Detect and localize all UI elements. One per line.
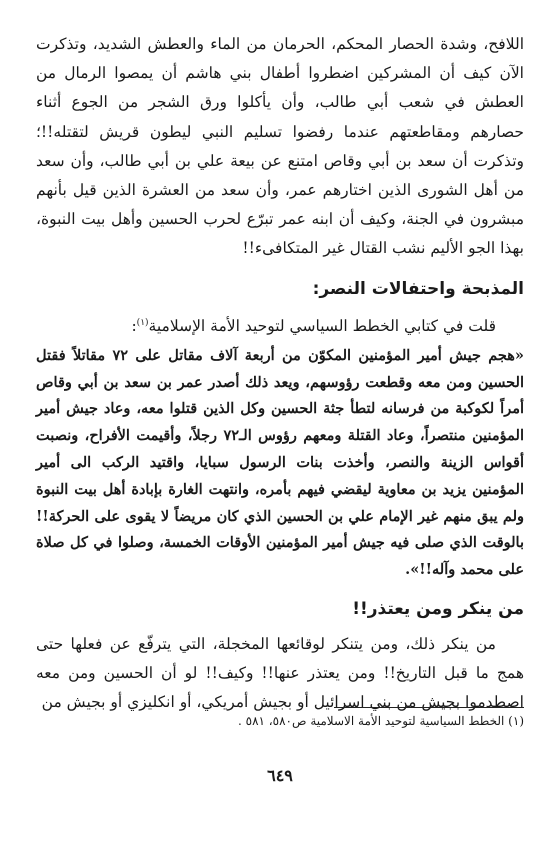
block-quote: «هجم جيش أمير المؤمنين المكوّن من أربعة آلاف مقاتل على ٧٢ مقاتلاً فقتل الحسين ومن معه وقطعت رؤوسهم، ويعد ذلك أصدر عمر بن سعد بن أبي وقاص أمراً لكوكبة من فرسانه لتطأ جثة الحسين وكل الذين قتلوا معه، وعاد جيش أمير المؤمنين منتصراً، وعاد القتلة ومعهم رؤوس الـ٧٢ رجلاً، وأقيمت الأفراح، ونصبت أقواس الزينة والنصر، وأخذت بنات الرسول سبايا، واقتيد الركب الى أمير المؤمنين يزيد بن معاوية ليقضي فيهم بأمره، وانتهت الغارة بإبادة أهل بيت النبوة ولم يبق منهم غير الإمام علي بن الحسين الذي كان مريضاً لا يقوى على الحركة!! بالوقت الذي صلى فيه جيش أمير المؤمنين الأوقات الخمسة، وصلوا في كل صلاة على محمد وآله!!». bbox=[36, 346, 524, 579]
footnote-divider bbox=[334, 707, 524, 708]
footnote-ref[interactable]: (١) bbox=[136, 317, 149, 328]
quote-intro-text: قلت في كتابي الخطط السياسي لتوحيد الأمة الإسلامية bbox=[148, 316, 496, 335]
page-number: ٦٤٩ bbox=[267, 766, 293, 785]
page-body bbox=[36, 30, 524, 718]
footnote: (١) الخطط السياسية لتوحيد الأمة الاسلامية ص٥٨٠، ٥٨١ . bbox=[237, 714, 524, 728]
section-heading-denial: من ينكر ومن يعتذر!! bbox=[352, 598, 524, 619]
section-heading-massacre: المذبحة واحتفالات النصر: bbox=[312, 278, 524, 299]
paragraph-1: اللافح، وشدة الحصار المحكم، الحرمان من الماء والعطش الشديد، وتذكرت الآن كيف أن المشركين اضطروا أطفال بني هاشم أن يمصوا الرمال من العطش في شعب أبي طالب، وأن يأكلوا ورق الشجر من الجوع أثناء حصارهم ومقاطعتهم عندما رفضوا تسليم النبي ليطون قريش لتقتله!!؛ وتذكرت أن سعد بن أبي وقاص امتنع عن بيعة علي بن أبي طالب، وأن سعد من أهل الشورى الذين اختارهم عمر، وأن سعد من العشرة الذين قيل بأنهم مبشرون في الجنة، وكيف أن ابنه عمر تبرّع لحرب الحسين وأهل بيت النبوة، بهذا الجو الأليم نشب القتال غير المتكافىء!! bbox=[36, 35, 524, 258]
quote-intro: قلت في كتابي الخطط السياسي لتوحيد الأمة الإسلامية$^{(١)}$: bbox=[131, 316, 496, 335]
paragraph-2: من ينكر ذلك، ومن يتنكر لوقائعها المخجلة، التي يترفّع عن فعلها حتى همج ما قبل التاريخ!! ومن يعتذر عنها!! وكيف!! لو أن الحسين ومن معه اصطدموا بجيش من بني اسرائيل أو بجيش أمريكي، أو انكليزي أو بجيش من bbox=[36, 634, 524, 712]
